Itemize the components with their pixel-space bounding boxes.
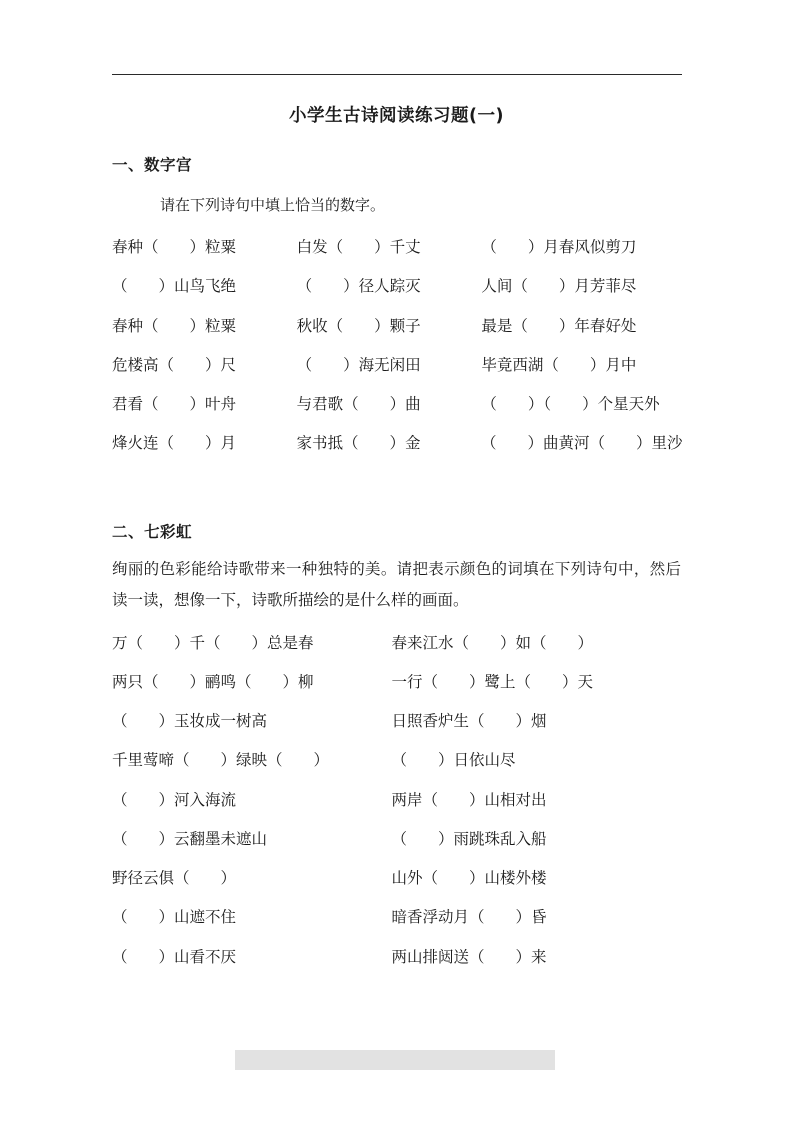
- exercise-cell[interactable]: 一行（ ）鹭上（ ）天: [391, 673, 594, 691]
- exercise-cell[interactable]: 山外（ ）山楼外楼: [391, 870, 547, 887]
- exercise-cell[interactable]: 野径云俱（ ）: [112, 870, 237, 887]
- exercise-cell[interactable]: （ ）月春风似剪刀: [481, 239, 637, 256]
- exercise-cell[interactable]: （ ）（ ）个星天外: [481, 396, 660, 413]
- exercise-row: [112, 867, 681, 890]
- exercise-row: [112, 393, 681, 416]
- section-intro-2: 绚丽的色彩能给诗歌带来一种独特的美。请把表示颜色的词填在下列诗句中，然后读一读，想像一下，诗歌所描绘的是什么样的画面。: [112, 560, 681, 609]
- exercise-cell[interactable]: 人间（ ）月芳菲尽: [481, 278, 637, 296]
- exercise-cell[interactable]: 日照香炉生（ ）烟: [391, 713, 547, 730]
- section-number-palace: [112, 153, 681, 456]
- exercise-cell[interactable]: 家书抵（ ）金: [296, 435, 421, 453]
- exercise-cell[interactable]: （ ）山看不厌: [112, 948, 237, 966]
- exercise-row: [112, 906, 681, 929]
- exercise-row: [112, 671, 681, 694]
- exercise-cell[interactable]: 君看（ ）叶舟: [112, 396, 237, 413]
- exercise-cell[interactable]: （ ）雨跳珠乱入船: [391, 830, 547, 848]
- exercise-cell[interactable]: （ ）日依山尽: [391, 752, 516, 770]
- redacted-footer-bar: [235, 1050, 555, 1070]
- page-title: 小学生古诗阅读练习题(一): [289, 106, 504, 126]
- exercise-cell[interactable]: 秋收（ ）颗子: [296, 317, 421, 335]
- exercise-cell[interactable]: （ ）海无闲田: [296, 356, 421, 374]
- exercise-cell[interactable]: 春种（ ）粒粟: [112, 239, 237, 256]
- exercise-cell[interactable]: （ ）玉妆成一树高: [112, 713, 268, 730]
- exercise-cell[interactable]: （ ）河入海流: [112, 791, 237, 809]
- exercise-row: [112, 749, 681, 772]
- exercise-cell[interactable]: 白发（ ）千丈: [296, 239, 421, 256]
- exercise-row: [112, 275, 681, 298]
- exercise-cell[interactable]: 两岸（ ）山相对出: [391, 791, 547, 809]
- exercise-cell[interactable]: 与君歌（ ）曲: [296, 396, 421, 413]
- exercise-row: [112, 315, 681, 338]
- exercise-row: [112, 432, 681, 455]
- exercise-cell[interactable]: 两山排闼送（ ）来: [391, 948, 547, 966]
- exercise-cell[interactable]: 暗香浮动月（ ）昏: [391, 909, 547, 927]
- exercise-row: [112, 354, 681, 377]
- exercise-row: [112, 710, 681, 733]
- exercise-cell[interactable]: 春种（ ）粒粟: [112, 317, 237, 335]
- exercise-cell[interactable]: 春来江水（ ）如（ ）: [391, 634, 594, 652]
- section-heading-2: 二、七彩虹: [112, 522, 193, 541]
- section-intro-1: 请在下列诗句中填上恰当的数字。: [160, 198, 386, 214]
- exercise-row: [112, 632, 681, 655]
- exercise-row: [112, 236, 681, 259]
- exercise-cell[interactable]: 万（ ）千（ ）总是春: [112, 634, 314, 652]
- exercise-cell[interactable]: 烽火连（ ）月: [112, 435, 237, 453]
- exercise-row: [112, 828, 681, 851]
- exercise-cell[interactable]: （ ）山鸟飞绝: [112, 278, 237, 296]
- section-rainbow: [112, 520, 681, 969]
- exercise-cell[interactable]: 危楼高（ ）尺: [112, 356, 237, 374]
- exercise-cell[interactable]: （ ）云翻墨未遮山: [112, 830, 268, 848]
- exercise-cell[interactable]: 千里莺啼（ ）绿映（ ）: [112, 752, 330, 770]
- exercise-cell[interactable]: 两只（ ）鹂鸣（ ）柳: [112, 673, 314, 691]
- section-heading-1: 一、数字宫: [112, 156, 193, 174]
- exercise-cell[interactable]: （ ）径人踪灭: [296, 278, 421, 296]
- exercise-row: [112, 789, 681, 812]
- exercise-cell[interactable]: 毕竟西湖（ ）月中: [481, 356, 637, 374]
- exercise-cell[interactable]: （ ）曲黄河（ ）里沙: [481, 435, 683, 453]
- section-spacer: [112, 456, 681, 494]
- exercise-cell[interactable]: （ ）山遮不住: [112, 909, 237, 927]
- header-rule: [112, 74, 682, 75]
- exercise-row: [112, 946, 681, 969]
- exercise-cell[interactable]: 最是（ ）年春好处: [481, 317, 637, 335]
